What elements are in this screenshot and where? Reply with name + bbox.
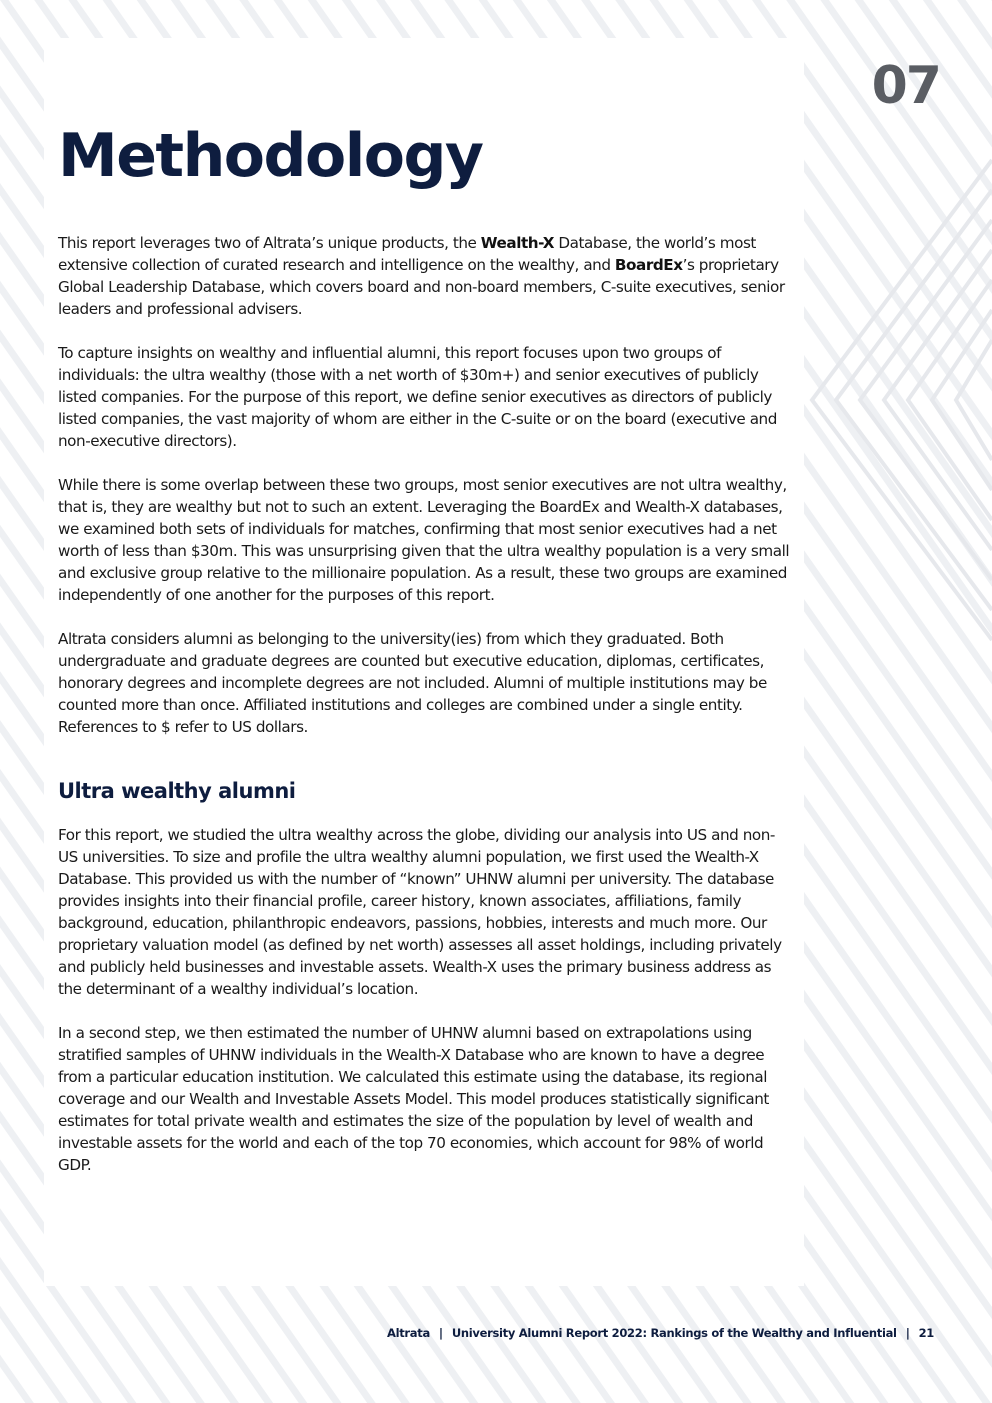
- footer-brand: Altrata: [386, 1326, 430, 1340]
- page-footer: [387, 1326, 934, 1340]
- body-text: [58, 232, 792, 1198]
- intro-text-part: Database, the world’s most extensive collection of curated research and intelligence on the wealthy, and: [58, 234, 756, 274]
- footer-report-title: University Alumni Report 2022: Rankings of the Wealthy and Influential: [451, 1326, 897, 1340]
- section-paragraph: For this report, we studied the ultra wealthy across the globe, dividing our analysis into US and non-US universities. To size and profile the ultra wealthy alumni population, we first used the Wealth-X Database. This provided us with the number of “known” UHNW alumni per university. The database provides insights into their financial profile, career history, known associates, affiliations, family background, education, philanthropic endeavors, passions, hobbies, interests and much more. Our proprietary valuation model (as defined by net worth) assesses all asset holdings, including privately and publicly held businesses and investable assets. Wealth-X uses the primary business address as the determinant of a wealthy individual’s location.: [58, 826, 782, 998]
- wealth-x-term: Wealth-X: [480, 234, 555, 252]
- paragraph: Altrata considers alumni as belonging to the university(ies) from which they graduated. Both undergraduate and graduate degrees are counted but executive education, diplomas, certificates, honorary degrees and incomplete degrees are not included. Alumni of multiple institutions may be counted more than once. Affiliated institutions and colleges are combined under a single entity. References to $ refer to US dollars.: [58, 630, 767, 736]
- chapter-number: 07: [871, 56, 940, 116]
- footer-page-number: 21: [918, 1326, 934, 1340]
- footer-separator: |: [438, 1326, 443, 1340]
- paragraph: To capture insights on wealthy and influential alumni, this report focuses upon two groups of individuals: the ultra wealthy (those with a net worth of $30m+) and senior executives of publicly listed companies. For the purpose of this report, we define senior executives as directors of publicly listed companies, the vast majority of whom are either in the C-suite or on the board (executive and non-executive directors).: [58, 344, 777, 450]
- boardex-term: BoardEx: [614, 256, 683, 274]
- intro-text-part: ’s proprietary Global Leadership Database, which covers board and non-board members, C-suite executives, senior leaders and professional advisers.: [58, 256, 785, 318]
- footer-separator: |: [905, 1326, 910, 1340]
- paragraph: While there is some overlap between these two groups, most senior executives are not ultra wealthy, that is, they are wealthy but not to such an extent. Leveraging the BoardEx and Wealth-X databases, we examined both sets of individuals for matches, confirming that most senior executives had a net worth of less than $30m. This was unsurprising given that the ultra wealthy population is a very small and exclusive group relative to the millionaire population. As a result, these two groups are examined independently of one another for the purposes of this report.: [58, 476, 790, 604]
- section-paragraph: In a second step, we then estimated the number of UHNW alumni based on extrapolations using stratified samples of UHNW individuals in the Wealth-X Database who are known to have a degree from a particular education institution. We calculated this estimate using the database, its regional coverage and our Wealth and Investable Assets Model. This model produces statistically significant estimates for total private wealth and estimates the size of the population by level of wealth and investable assets for the world and each of the top 70 economies, which account for 98% of world GDP.: [58, 1024, 769, 1174]
- intro-paragraph: [58, 232, 792, 320]
- section-heading: Ultra wealthy alumni: [58, 779, 296, 803]
- intro-text-part: This report leverages two of Altrata’s unique products, the: [58, 234, 481, 252]
- page-title: Methodology: [58, 121, 483, 191]
